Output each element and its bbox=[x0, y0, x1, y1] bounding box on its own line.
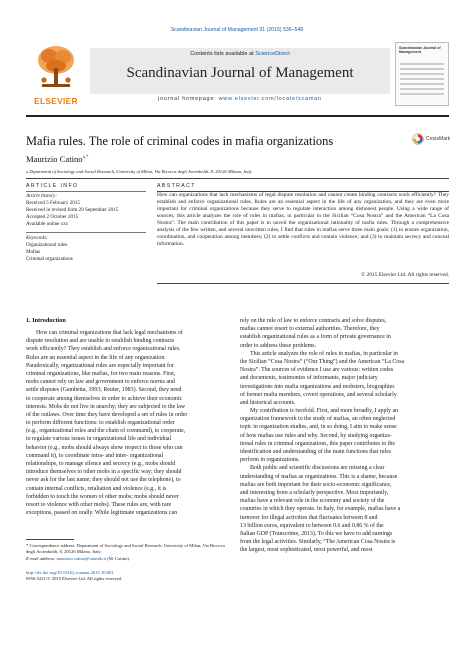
body-line: investigations into mafia organizations and mobsters, biographies bbox=[240, 383, 395, 390]
body-line: Italian GDP (Transcrime, 2013). To this we have to add earnings bbox=[240, 530, 393, 537]
footnote-text: Correspondence address: Department of Sociology and Social Research, University of Milan, Via Bicocca degli Arcimboldi, 8, 20126 Milano, Italy. bbox=[26, 543, 225, 555]
elsevier-tree-icon bbox=[34, 44, 78, 90]
cover-line bbox=[400, 73, 444, 75]
body-line: turnover for illegal activities that fluctuates between 8 and bbox=[240, 514, 378, 521]
footnote-rule bbox=[26, 539, 74, 540]
journal-title: Scandinavian Journal of Management bbox=[126, 65, 354, 81]
homepage-prefix: journal homepage: bbox=[158, 96, 219, 102]
affiliation-rule bbox=[26, 178, 449, 179]
body-line: perform in organizations. bbox=[240, 457, 300, 464]
crossmark-icon bbox=[412, 133, 424, 145]
body-line: of former mafia members, covert operations, and several scholarly bbox=[240, 391, 397, 398]
body-line: never ask for the last name; they should not use the telephone), to bbox=[26, 477, 181, 484]
header-rule bbox=[26, 115, 449, 117]
elsevier-wordmark: ELSEVIER bbox=[34, 96, 78, 106]
body-line: How can criminal organizations that lack legal mechanisms of bbox=[36, 330, 183, 336]
body-line: behavior (e.g., mobs should always show respect to those who can bbox=[26, 444, 183, 451]
keyword: Criminal organizations bbox=[26, 256, 73, 262]
body-line: Nostra”. The sources of evidence I use are various: written codes bbox=[240, 367, 394, 374]
journal-banner bbox=[90, 48, 390, 94]
body-line: of the outlaws. Over time they have developed a set of rules in order bbox=[26, 411, 188, 418]
crossmark-label: CrossMark bbox=[426, 136, 451, 142]
body-line: organization framework to the study of mafias, an often neglected bbox=[240, 416, 396, 423]
keywords-heading: Keywords: bbox=[26, 235, 48, 241]
body-column-right bbox=[240, 317, 449, 554]
keyword: Mafias bbox=[26, 249, 41, 255]
abstract-copyright: © 2015 Elsevier Ltd. All rights reserved. bbox=[361, 272, 449, 278]
email-prefix: E-mail address: bbox=[26, 556, 57, 561]
cover-line bbox=[400, 93, 444, 95]
body-line: Both public and scientific discussions are missing a clear bbox=[250, 465, 385, 472]
body-line: countries in which they operate. In Italy, for example, mafias have a bbox=[240, 506, 401, 513]
body-line: settle disputes (Gambetta, 1993; Reuter, 1983). Second, they need bbox=[26, 387, 182, 394]
footnote bbox=[26, 543, 234, 555]
section-heading-introduction: 1. Introduction bbox=[26, 317, 66, 324]
body-line: (e.g., organizational roles and the chain of command), to cooperate, bbox=[26, 428, 186, 435]
body-line: criminal organizations, like mafias, for two main reasons. First, bbox=[26, 370, 176, 377]
abstract-heading: ABSTRACT bbox=[157, 183, 196, 189]
body-line: mafias have a relevant role in the economy and society of the bbox=[240, 498, 385, 505]
body-line: tional rules in criminal organizations, this paper contributes to the bbox=[240, 440, 395, 447]
journal-cover-thumbnail[interactable] bbox=[395, 42, 449, 106]
history-item: Accepted 2 October 2015 bbox=[26, 214, 79, 220]
sciencedirect-link[interactable]: ScienceDirect bbox=[255, 51, 290, 57]
body-line: and documents, testimonies of informants, major judiciary bbox=[240, 375, 378, 382]
history-heading: Article history: bbox=[26, 193, 57, 199]
body-line: order to address these problems. bbox=[240, 342, 317, 349]
history-item: Received in revised form 29 September 2015 bbox=[26, 207, 119, 213]
body-line: contain internal conflicts, retaliation and violence (e.g., it is bbox=[26, 485, 167, 492]
journal-header bbox=[26, 42, 449, 108]
contents-line bbox=[90, 51, 390, 57]
body-line: establish organizational rules as a form of private governance in bbox=[240, 334, 391, 341]
body-line: command it), to coordinate intra- and inter- organizational bbox=[26, 452, 164, 459]
body-line: rely on the rule of law to enforce contracts and solve disputes, bbox=[240, 318, 387, 324]
affiliation-text: Department of Sociology and Social Research, University of Milan, Via Bicocca degli Arcimboldi, 8, 20126 Milano, Italy bbox=[29, 169, 252, 174]
body-column-left bbox=[26, 329, 234, 517]
body-line: This article analyzes the role of rules in mafias, in particular in bbox=[250, 350, 398, 357]
body-line: to regulate various issues in organizational life and individual bbox=[26, 436, 172, 443]
article-history bbox=[26, 193, 118, 228]
cover-line bbox=[400, 88, 444, 90]
history-item: Available online xxx bbox=[26, 221, 69, 227]
footnote-email bbox=[26, 556, 234, 562]
body-line: to cooperate among themselves in order to achieve their economic bbox=[26, 395, 183, 402]
journal-citation[interactable]: Scandinavian Journal of Management 31 (2015) 536–548 bbox=[170, 27, 304, 33]
keyword: Organizational rules bbox=[26, 242, 68, 248]
cover-title: Scandinavian Journal of Management bbox=[399, 46, 441, 55]
body-line: the Sicilian “Cosa Nostra” (“Our Thing”) and the American “La Cosa bbox=[240, 358, 405, 365]
body-line: the largest, most sophisticated, most powerful, and most bbox=[240, 547, 373, 554]
history-item: Received 5 February 2015 bbox=[26, 200, 80, 206]
email-suffix: (M. Catino). bbox=[106, 556, 131, 561]
article-info-rule bbox=[26, 191, 146, 192]
body-line: of how mafias use rules and why. Second, by studying organiza- bbox=[240, 432, 392, 439]
doi-link[interactable]: http://dx.doi.org/10.1016/j.scaman.2015.10.001 bbox=[26, 570, 114, 575]
body-line: identification and understanding of the main functions that rules bbox=[240, 449, 392, 455]
homepage-link[interactable]: www.elsevier.com/locate/scaman bbox=[218, 96, 322, 102]
journal-homepage bbox=[90, 96, 390, 102]
issn-line: 0956-5221/© 2015 Elsevier Ltd. All rights reserved. bbox=[26, 576, 123, 582]
body-line: Rules are an essential aspect in the life of any organization. bbox=[26, 354, 166, 361]
body-line: relationships, to manage silence and secrecy (e.g., mobs should bbox=[26, 461, 176, 467]
body-line: and historical accounts. bbox=[240, 399, 296, 406]
contents-prefix: Contents lists available at bbox=[190, 51, 256, 57]
abstract-bottom-rule bbox=[157, 283, 449, 284]
author-name[interactable] bbox=[26, 154, 89, 164]
affiliation-mark: a bbox=[26, 169, 29, 174]
body-line: understanding of mafias as organizations. This is a shame, because bbox=[240, 473, 398, 480]
author-email-link[interactable]: maurizio.catino@unimib.it bbox=[56, 556, 107, 561]
body-line: interests. Mobs do not live in anarchy; they are subjected to the law bbox=[26, 403, 186, 410]
keywords-rule bbox=[26, 232, 146, 233]
cover-line bbox=[400, 78, 444, 80]
article-info-heading: ARTICLE INFO bbox=[26, 183, 79, 189]
cover-line bbox=[400, 68, 444, 70]
author-affiliation bbox=[26, 169, 449, 174]
cover-line bbox=[400, 63, 444, 65]
body-line: 13 billion euros, equivalent to between 0.6 and 0.86 % of the bbox=[240, 522, 384, 529]
article-doi-block bbox=[26, 570, 122, 582]
body-line: introduce themselves to other mobs in a specific way; they should bbox=[26, 469, 182, 476]
cover-line bbox=[400, 83, 444, 85]
body-line: to perform different functions: to establish organizational order bbox=[26, 420, 175, 427]
abstract-text: How can organizations that lack mechanisms of legal dispute resolution and cannot create binding contracts work efficiently? They establish and enforce organizational rules. Rules are an essential aspect in the life of any organization, and they are even more important for criminal organizations because they serve to regulate interaction among dishonest people. Using a wide range of sources, this article analyzes the role of rules in mafias, in particular in the Sicilian “Cosa Nostra” and the American “La Cosa Nostra”. The main contribution of this paper is to unveil the organizational rationality of mafia rules. Through a comprehensive analysis of the few written, and several unwritten rules, I find that rules in mafias serve three main goals: (1) to ensure organization, coordination, and cooperation among members; (2) to settle conflicts and contain violence; and (3) to maintain secrecy and conceal information. bbox=[157, 192, 449, 248]
body-line: exceptions, passed on orally. While legitimate organizations can bbox=[26, 510, 178, 517]
body-line: dispute resolution and are unable to establish binding contracts bbox=[26, 338, 175, 345]
body-line: My contribution is twofold. First, and more broadly, I apply an bbox=[250, 408, 399, 415]
author-text: Maurizio Catino bbox=[26, 154, 83, 164]
author-marks[interactable]: a,* bbox=[82, 155, 89, 161]
body-line: Paradoxically, organizational rules are especially important for bbox=[26, 362, 174, 369]
crossmark-badge[interactable] bbox=[412, 131, 460, 149]
body-line: work efficiently? They establish and enforce organizational rules. bbox=[26, 346, 181, 353]
elsevier-logo[interactable] bbox=[26, 44, 86, 106]
body-line: from the legal activities. Similarly, “The American Cosa Nostra is bbox=[240, 539, 396, 546]
footnote-mark: * bbox=[26, 543, 29, 548]
body-line: forbidden to touch the women of other mobs; mobs should never bbox=[26, 493, 179, 500]
body-line: mafias cannot resort to external authorities. Therefore, they bbox=[240, 326, 380, 333]
body-line: resort to violence with other mobs). These rules are, with rare bbox=[26, 501, 172, 508]
body-line: topic in organization studies, and, in so doing, I aim to make sense bbox=[240, 424, 397, 431]
body-line: mafias are both important for their socio-economic significance, bbox=[240, 481, 392, 488]
body-line: and interesting from a scholarly perspective. Most importantly, bbox=[240, 489, 389, 496]
article-title: Mafia rules. The role of criminal codes in mafia organizations bbox=[26, 134, 334, 148]
body-line: mobs cannot rely on law and government to enforce norms and bbox=[26, 379, 175, 386]
keywords bbox=[26, 235, 73, 263]
